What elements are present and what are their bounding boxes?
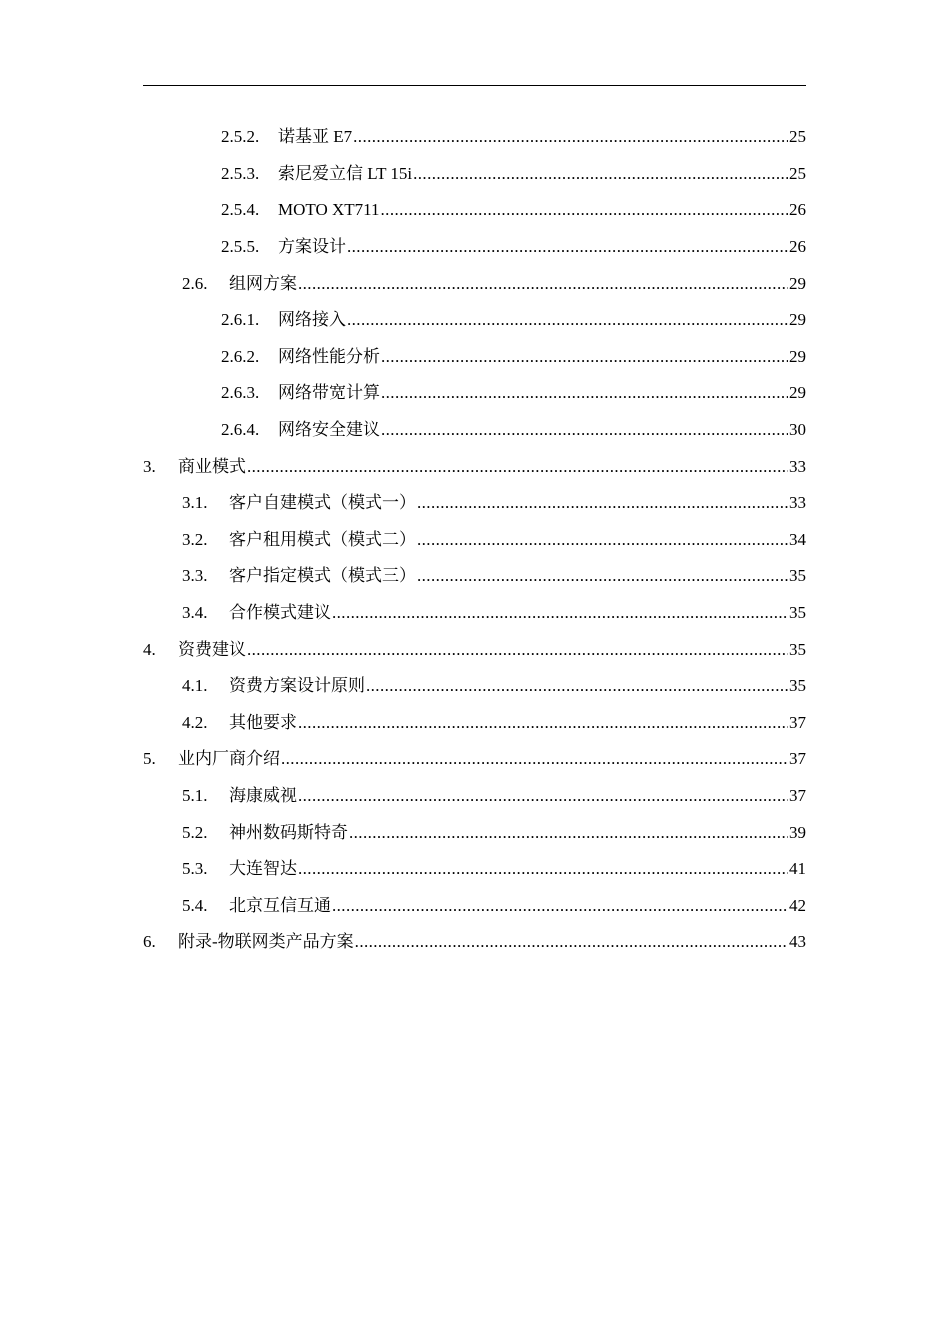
toc-entry[interactable] bbox=[143, 741, 806, 778]
toc-dot-leader bbox=[347, 237, 788, 257]
toc-entry-number: 2.6.4. bbox=[221, 420, 260, 440]
toc-dot-leader bbox=[353, 127, 788, 147]
toc-entry-title: 商业模式 bbox=[178, 456, 246, 476]
toc-entry-page-number: 33 bbox=[789, 456, 806, 476]
toc-entry-page-number: 26 bbox=[789, 200, 806, 220]
toc-entry-page-number: 33 bbox=[789, 493, 806, 513]
toc-entry-title: 神州数码斯特奇 bbox=[229, 822, 348, 842]
toc-entry-page-number: 35 bbox=[789, 676, 806, 696]
toc-entry-page-number: 25 bbox=[789, 127, 806, 147]
toc-entry-number: 6. bbox=[143, 932, 156, 952]
toc-entry-title: 业内厂商介绍 bbox=[178, 749, 280, 769]
toc-entry[interactable] bbox=[143, 631, 806, 668]
toc-entry-page-number: 42 bbox=[789, 895, 806, 915]
toc-entry-page-number: 37 bbox=[789, 785, 806, 805]
toc-entry-page-number: 35 bbox=[789, 566, 806, 586]
toc-dot-leader bbox=[298, 274, 788, 294]
toc-entry[interactable] bbox=[143, 887, 806, 924]
toc-dot-leader bbox=[298, 786, 788, 806]
toc-entry[interactable] bbox=[143, 265, 806, 302]
toc-entry-title: 客户租用模式（模式二） bbox=[229, 529, 416, 549]
table-of-contents bbox=[143, 119, 806, 961]
toc-entry-number: 3.1. bbox=[182, 493, 208, 513]
toc-dot-leader bbox=[347, 310, 788, 330]
toc-dot-leader bbox=[349, 823, 788, 843]
toc-entry[interactable] bbox=[143, 485, 806, 522]
toc-entry[interactable] bbox=[143, 522, 806, 559]
toc-entry-number: 2.6.3. bbox=[221, 383, 260, 403]
toc-dot-leader bbox=[381, 383, 788, 403]
toc-entry[interactable] bbox=[143, 119, 806, 156]
toc-entry-title: 客户自建模式（模式一） bbox=[229, 493, 416, 513]
toc-entry-number: 3.2. bbox=[182, 529, 208, 549]
toc-entry-number: 3.3. bbox=[182, 566, 208, 586]
toc-entry[interactable] bbox=[143, 412, 806, 449]
toc-entry-number: 5.2. bbox=[182, 822, 208, 842]
toc-entry-title: 资费建议 bbox=[178, 639, 246, 659]
toc-entry-number: 4.1. bbox=[182, 676, 208, 696]
toc-entry-page-number: 29 bbox=[789, 310, 806, 330]
toc-entry-title: 大连智达 bbox=[229, 859, 297, 879]
toc-entry-page-number: 25 bbox=[789, 163, 806, 183]
toc-entry-title: 网络带宽计算 bbox=[278, 383, 380, 403]
toc-entry-title: 方案设计 bbox=[278, 237, 346, 257]
toc-entry-title: 附录-物联网类产品方案 bbox=[178, 932, 354, 952]
toc-dot-leader bbox=[417, 566, 788, 586]
toc-entry-page-number: 26 bbox=[789, 237, 806, 257]
toc-entry-page-number: 41 bbox=[789, 859, 806, 879]
toc-entry-title: 资费方案设计原则 bbox=[229, 676, 365, 696]
toc-entry-page-number: 37 bbox=[789, 712, 806, 732]
toc-dot-leader bbox=[381, 200, 788, 220]
toc-entry-title: MOTO XT711 bbox=[278, 200, 380, 220]
toc-entry-number: 2.5.2. bbox=[221, 127, 260, 147]
toc-entry-title: 网络接入 bbox=[278, 310, 346, 330]
toc-entry-title: 海康威视 bbox=[229, 785, 297, 805]
toc-entry-title: 索尼爱立信 LT 15i bbox=[278, 163, 413, 183]
toc-entry-page-number: 43 bbox=[789, 932, 806, 952]
toc-entry-number: 5.3. bbox=[182, 859, 208, 879]
toc-entry-title: 其他要求 bbox=[229, 712, 297, 732]
toc-entry[interactable] bbox=[143, 448, 806, 485]
toc-entry-number: 4. bbox=[143, 639, 156, 659]
toc-dot-leader bbox=[366, 676, 788, 696]
toc-entry-title: 客户指定模式（模式三） bbox=[229, 566, 416, 586]
toc-entry-page-number: 37 bbox=[789, 749, 806, 769]
toc-entry-title: 合作模式建议 bbox=[229, 603, 331, 623]
toc-entry-title: 网络安全建议 bbox=[278, 420, 380, 440]
toc-entry-number: 2.5.5. bbox=[221, 237, 260, 257]
toc-entry[interactable] bbox=[143, 705, 806, 742]
toc-entry-page-number: 34 bbox=[789, 529, 806, 549]
toc-dot-leader bbox=[281, 749, 788, 769]
toc-entry-number: 3. bbox=[143, 456, 156, 476]
toc-entry-number: 2.6. bbox=[182, 273, 208, 293]
header-rule bbox=[143, 85, 806, 86]
toc-entry-title: 组网方案 bbox=[229, 273, 297, 293]
toc-dot-leader bbox=[417, 493, 788, 513]
toc-dot-leader bbox=[298, 713, 788, 733]
toc-dot-leader bbox=[355, 932, 788, 952]
toc-entry-number: 3.4. bbox=[182, 603, 208, 623]
toc-dot-leader bbox=[381, 420, 788, 440]
toc-dot-leader bbox=[381, 347, 788, 367]
toc-dot-leader bbox=[247, 640, 788, 660]
toc-entry-title: 网络性能分析 bbox=[278, 346, 380, 366]
toc-entry[interactable] bbox=[143, 778, 806, 815]
toc-entry[interactable] bbox=[143, 668, 806, 705]
toc-entry-number: 2.5.3. bbox=[221, 163, 260, 183]
toc-entry-page-number: 30 bbox=[789, 420, 806, 440]
toc-entry-number: 4.2. bbox=[182, 712, 208, 732]
toc-entry-page-number: 29 bbox=[789, 383, 806, 403]
toc-entry[interactable] bbox=[143, 558, 806, 595]
toc-dot-leader bbox=[417, 530, 788, 550]
toc-entry-title: 诺基亚 E7 bbox=[278, 127, 353, 147]
toc-entry-page-number: 35 bbox=[789, 603, 806, 623]
toc-entry-title: 北京互信互通 bbox=[229, 895, 331, 915]
toc-entry-page-number: 29 bbox=[789, 346, 806, 366]
toc-entry-page-number: 35 bbox=[789, 639, 806, 659]
toc-entry[interactable] bbox=[143, 851, 806, 888]
toc-dot-leader bbox=[413, 164, 788, 184]
toc-entry-page-number: 29 bbox=[789, 273, 806, 293]
toc-dot-leader bbox=[298, 859, 788, 879]
toc-dot-leader bbox=[332, 603, 788, 623]
toc-entry-number: 5.1. bbox=[182, 785, 208, 805]
toc-entry-number: 2.5.4. bbox=[221, 200, 260, 220]
toc-entry-page-number: 39 bbox=[789, 822, 806, 842]
toc-entry[interactable] bbox=[143, 156, 806, 193]
toc-entry[interactable] bbox=[143, 924, 806, 961]
toc-entry-number: 5. bbox=[143, 749, 156, 769]
toc-entry[interactable] bbox=[143, 375, 806, 412]
toc-entry[interactable] bbox=[143, 302, 806, 339]
toc-entry[interactable] bbox=[143, 229, 806, 266]
toc-entry[interactable] bbox=[143, 192, 806, 229]
toc-dot-leader bbox=[332, 896, 788, 916]
toc-entry[interactable] bbox=[143, 339, 806, 376]
toc-entry[interactable] bbox=[143, 595, 806, 632]
toc-entry-number: 2.6.1. bbox=[221, 310, 260, 330]
toc-entry-number: 5.4. bbox=[182, 895, 208, 915]
toc-dot-leader bbox=[247, 457, 788, 477]
toc-entry[interactable] bbox=[143, 814, 806, 851]
toc-entry-number: 2.6.2. bbox=[221, 346, 260, 366]
